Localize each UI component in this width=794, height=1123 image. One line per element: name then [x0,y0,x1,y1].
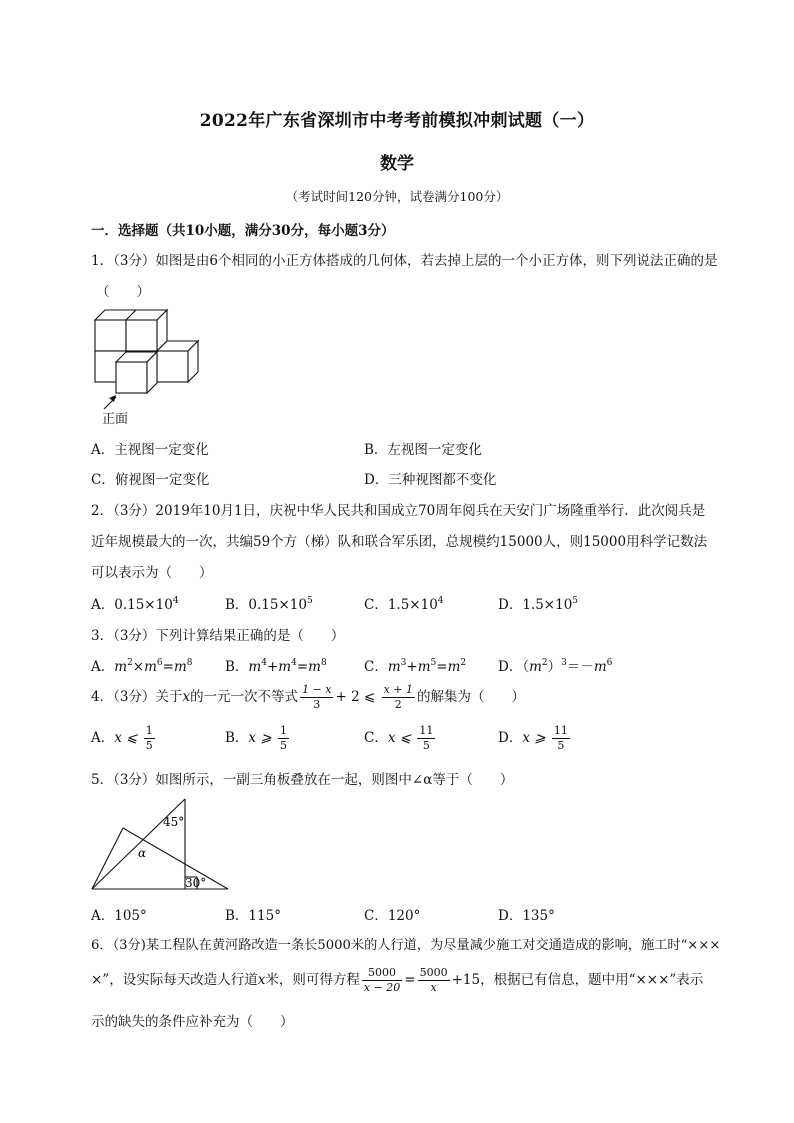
q3-a-base2: m [144,659,157,675]
q1-option-a[interactable]: A．主视图一定变化 [91,442,209,458]
q4-fraction-1 [300,683,333,712]
q1-option-b[interactable]: B．左视图一定变化 [364,442,482,458]
q4-d-den: 5 [557,739,565,752]
q4-c-label: C． [364,730,388,746]
q4-mid: 的一元一次不等式 [190,689,299,705]
q6-x: x [257,972,266,988]
q2-option-c[interactable] [364,593,444,613]
q4-fraction-2 [382,683,415,712]
q3-c-label: C． [364,659,388,675]
q3-c-base2: m [417,659,431,675]
q4-c-den: 5 [422,739,430,752]
q1-option-d[interactable]: D．三种视图都不变化 [364,472,497,488]
q6-line2 [91,966,703,995]
q1-paren: （ ） [96,284,150,300]
exam-note: （考试时间120分钟，试卷满分100分） [285,189,509,204]
q4-frac1-num: 1 − x [302,683,332,696]
q2-option-a-exp: 4 [172,596,179,606]
q4-c-num: 11 [419,724,434,737]
angle-45-label: 45° [163,815,185,829]
q2-option-d[interactable] [498,593,578,613]
q4-option-c[interactable] [364,724,437,753]
angle-30-label: 30° [185,876,207,890]
q4-frac1-den: 3 [313,698,321,711]
q2-option-b-exp: 5 [306,596,313,606]
q3-b-op: + [266,659,279,675]
q3-option-b[interactable] [225,655,327,675]
q3-d-exp3: 6 [606,658,613,668]
angle-alpha-label: α [138,846,147,860]
q4-post: 的解集为（ ） [417,689,525,705]
q3-b-exp2: 4 [291,658,297,668]
q5-option-a[interactable]: A．105° [91,908,147,924]
q5-stem: 5．（3分）如图所示，一副三角板叠放在一起，则图中∠α等于（ ） [91,772,514,788]
q2-line1: 2．（3分）2019年10月1日，庆祝中华人民共和国成立70周年阅兵在天安门广场隆重举行．此次阅兵是 [91,503,706,519]
q2-option-c-text: C．1.5×10 [364,597,438,613]
q4-a-frac [144,724,155,753]
q3-d-exp2: 3 [561,658,567,668]
q4-b-num: 1 [279,724,287,737]
q6-fraction-2 [418,966,450,995]
q3-a-base1: m [114,659,128,675]
page-title: 2022年广东省深圳市中考考前模拟冲刺试题（一） [199,111,595,131]
q2-line2: 近年规模最大的一次，共编59个方（梯）队和联合军乐团，总规模约15000人，则15000用科学记数法 [91,534,708,550]
q6-line2-c: +15，根据已有信息，题中用“×××”表示 [451,972,704,988]
q3-a-eq: = [162,659,174,675]
figure-label-front: 正面 [102,412,129,427]
q3-b-exp1: 4 [261,658,267,668]
q4-a-label: A． [91,730,115,746]
q4-frac2-den: 2 [394,698,402,711]
q4-b-frac [278,724,289,753]
q6-f2-num: 5000 [419,966,448,979]
q2-line3: 可以表示为（ ） [91,565,213,581]
triangle-figure [88,795,233,895]
q4-b-den: 5 [279,739,287,752]
q3-c-exp3: 2 [460,658,467,668]
q6-line1: 6．（3分)某工程队在黄河路改造一条长5000米的人行道，为尽量减少施工对交通造成的影响，施工时“××× [91,938,721,953]
q2-option-c-exp: 4 [437,596,444,606]
q3-d-paren: ） [547,659,562,675]
q2-option-d-text: D．1.5×10 [498,597,573,613]
q1-stem: 1．（3分）如图是由6个相同的小正方体搭成的几何体，若去掉上层的一个小正方体，则下列说法正确的是 [91,253,718,269]
q4-option-b[interactable] [225,724,291,753]
q4-b-label: B． [225,730,249,746]
q2-option-d-exp: 5 [572,596,579,606]
q3-b-label: B． [225,659,249,675]
q2-option-a[interactable] [91,593,179,613]
q3-b-eq: = [296,659,309,675]
q4-a-den: 5 [145,739,153,752]
q3-a-exp2: 6 [156,658,163,668]
q4-stem [91,683,525,712]
q3-d-base1: m [529,659,542,675]
q3-d-label: D．（ [498,659,530,675]
q4-option-d[interactable] [498,724,572,753]
q5-option-d[interactable]: D．135° [498,908,555,924]
q3-a-exp3: 8 [186,658,193,668]
q4-option-a[interactable] [91,724,157,753]
q4-frac2-num: x + 1 [383,683,413,696]
q6-f1-num: 5000 [362,966,402,981]
q4-x: x [182,689,191,705]
q6-eq: = [404,972,416,988]
q6-line2-a: ×”，设实际每天改造人行道 [91,972,258,988]
q4-d-label: D． [498,730,523,746]
q4-c-frac [417,724,435,753]
q4-c-rel: x ⩽ [387,730,412,746]
q4-a-rel: x ⩽ [114,730,138,746]
q4-a-num: 1 [145,724,153,737]
q3-b-base1: m [248,659,262,675]
q6-line2-b: 米，则可得方程 [265,972,360,988]
q6-f1-den: x − 20 [363,981,401,994]
q4-b-rel: x ⩾ [248,730,272,746]
q2-option-b[interactable] [225,593,313,613]
q4-d-rel: x ⩾ [522,730,546,746]
q3-c-base3: m [447,659,461,675]
q2-option-a-text: A．0.15×10 [91,597,173,613]
q3-c-base1: m [387,659,401,675]
q3-b-base3: m [308,659,321,675]
q4-pre: 4．（3分）关于 [91,689,183,705]
q3-b-base2: m [278,659,292,675]
q3-c-exp1: 3 [400,658,407,668]
q1-option-c[interactable]: C．俯视图一定变化 [91,472,210,488]
q5-option-b[interactable]: B．115° [225,908,281,924]
q3-c-exp2: 5 [430,658,437,668]
q6-fraction-1 [362,966,402,995]
q3-d-eq: ＝－ [566,659,594,675]
q3-b-exp3: 8 [320,658,327,668]
q3-option-c[interactable] [364,655,466,675]
q3-c-eq: = [436,659,448,675]
q3-a-op: × [132,659,145,675]
q3-option-a[interactable] [91,655,193,675]
q4-d-frac [552,724,570,753]
q3-a-exp1: 2 [127,658,133,668]
q3-stem: 3．（3分）下列计算结果正确的是（ ） [91,628,345,644]
q3-d-base3: m [593,659,607,675]
q3-a-base3: m [173,659,187,675]
q3-option-d[interactable] [498,655,612,675]
q5-option-c[interactable]: C．120° [364,908,421,924]
subject-title: 数学 [380,154,414,174]
section-heading: 一．选择题（共10小题，满分30分，每小题3分） [91,223,395,239]
q6-line3: 示的缺失的条件应补充为（ ） [91,1014,294,1030]
q4-d-num: 11 [553,724,568,737]
q6-f2-den: x [430,981,437,994]
q2-option-b-text: B．0.15×10 [225,597,307,613]
q3-d-exp1: 2 [541,658,548,668]
q3-a-label: A． [91,659,115,675]
q4-ineq-mid: + 2 ⩽ [335,689,376,705]
q3-c-op: + [406,659,418,675]
